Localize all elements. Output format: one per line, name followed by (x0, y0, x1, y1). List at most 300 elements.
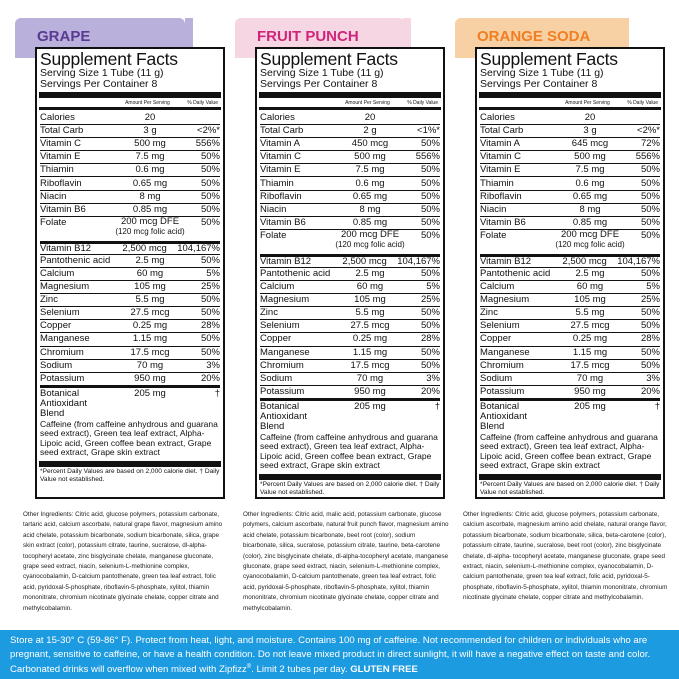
nutrient-row (260, 306, 440, 319)
nutrient-name: Copper (40, 320, 72, 332)
column-header (480, 99, 660, 107)
nutrient-amount: 0.6 mg (135, 164, 165, 176)
nutrient-row (480, 359, 660, 372)
nutrient-amount (112, 217, 188, 237)
nutrient-amount: 5.5 mg (355, 307, 385, 319)
nutrient-name: Vitamin B12 (480, 255, 532, 267)
nutrient-row (40, 306, 220, 319)
nutrient-amount: 105 mg (134, 281, 166, 293)
nutrient-amount: 3 g (143, 125, 157, 137)
nutrient-amount: 27.5 mcg (570, 320, 610, 332)
nutrient-row (480, 203, 660, 216)
nutrient-amount: 645 mcg (571, 138, 609, 150)
nutrient-daily-value: 50% (420, 320, 440, 332)
nutrient-amount: 950 mg (574, 385, 606, 397)
nutrient-name: Sodium (40, 359, 73, 371)
nutrient-row (260, 267, 440, 280)
nutrient-name: Potassium (40, 372, 85, 384)
nutrient-row (480, 216, 660, 229)
nutrient-name: Thiamin (40, 164, 74, 176)
supplement-facts-box (255, 47, 445, 499)
nutrient-daily-value: 50% (200, 190, 220, 202)
nutrient-row (260, 190, 440, 203)
nutrient-daily-value: 50% (200, 216, 220, 228)
nutrient-daily-value: 20% (420, 385, 440, 397)
nutrient-row (480, 280, 660, 293)
nutrient-row (260, 124, 440, 137)
nutrient-name: Vitamin C (260, 151, 302, 163)
nutrient-amount: 20 (364, 111, 376, 123)
flavor-title: GRAPE (37, 28, 91, 45)
blend-daily-value: † (214, 387, 220, 399)
nutrient-name: Thiamin (480, 177, 514, 189)
nutrient-amount: 0.85 mg (132, 203, 168, 215)
nutrient-amount: 2,500 mcg (122, 242, 167, 254)
nutrient-daily-value: 20% (200, 372, 220, 384)
nutrient-amount: 70 mg (356, 372, 384, 384)
nutrient-name: Sodium (480, 372, 513, 384)
nutrient-daily-value: 5% (646, 281, 660, 293)
nutrient-row (40, 137, 220, 150)
nutrient-daily-value: <2%* (637, 125, 660, 137)
nutrient-amount: 0.25 mg (132, 320, 168, 332)
nutrient-name: Total Carb (260, 125, 304, 137)
nutrient-daily-value: 50% (640, 229, 660, 241)
nutrient-row (480, 385, 660, 398)
nutrient-amount: 1.15 mg (352, 346, 388, 358)
nutrient-amount: 450 mcg (351, 138, 389, 150)
nutrient-amount: 0.25 mg (352, 333, 388, 345)
nutrient-row (40, 124, 220, 137)
registered-mark: ® (246, 664, 252, 670)
nutrient-daily-value: 50% (420, 164, 440, 176)
nutrient-daily-value: 50% (200, 254, 220, 266)
nutrient-row (40, 241, 220, 254)
nutrient-amount: 17.5 mcg (350, 359, 390, 371)
nutrient-name: Zinc (40, 294, 58, 306)
blend-description: Caffeine (from caffeine anhydrous and guarana seed extract), Green tea leaf extract, Alpha-Lipoic acid, Green coffee bean extract, Grape seed extract, Grape skin extract (480, 431, 658, 471)
nutrient-name: Potassium (480, 385, 525, 397)
nutrient-name: Chromium (260, 359, 304, 371)
folate-row (260, 229, 440, 254)
nutrient-daily-value: 104,167% (617, 255, 660, 267)
nutrient-daily-value: 50% (420, 307, 440, 319)
nutrient-name: Vitamin B6 (480, 216, 526, 228)
nutrient-amount: 500 mg (574, 151, 606, 163)
nutrient-name: Calories (40, 111, 75, 123)
nutrient-name: Selenium (40, 307, 80, 319)
daily-value-header: % Daily Value (407, 100, 438, 106)
nutrient-row (480, 150, 660, 163)
nutrient-name: Total Carb (480, 125, 524, 137)
nutrient-row (260, 203, 440, 216)
nutrient-daily-value: 50% (640, 216, 660, 228)
folate-amount: 200 mcg DFE (340, 228, 400, 240)
nutrient-daily-value: 50% (640, 267, 660, 279)
facts-title: Supplement Facts (480, 49, 618, 69)
nutrient-daily-value: 556% (635, 151, 660, 163)
nutrient-row (40, 163, 220, 176)
nutrient-amount: 2,500 mcg (342, 255, 387, 267)
nutrient-daily-value: 3% (206, 359, 220, 371)
nutrient-row (40, 254, 220, 267)
nutrient-row (40, 332, 220, 345)
nutrient-daily-value: 50% (420, 138, 440, 150)
nutrient-amount: 7.5 mg (575, 164, 605, 176)
amount-header: Amount Per Serving (565, 100, 610, 106)
nutrient-amount: 105 mg (354, 294, 386, 306)
footnote: *Percent Daily Values are based on 2,000 calorie diet. † Daily Value not established. (40, 467, 220, 483)
blend-amount: 205 mg (354, 400, 386, 412)
nutrient-name: Vitamin C (40, 138, 82, 150)
nutrient-amount: 70 mg (576, 372, 604, 384)
blend-description: Caffeine (from caffeine anhydrous and guarana seed extract), Green tea leaf extract, Alpha-Lipoic acid, Green coffee bean extract, Grape seed extract, Grape skin extract (40, 418, 218, 458)
blend-daily-value: † (654, 400, 660, 412)
nutrient-name: Vitamin B12 (260, 255, 312, 267)
nutrient-amount: 0.6 mg (355, 177, 385, 189)
divider-bar (479, 107, 661, 110)
supplement-facts-box (35, 47, 225, 499)
nutrient-amount: 27.5 mcg (130, 307, 170, 319)
nutrient-amount: 5.5 mg (575, 307, 605, 319)
nutrient-row (260, 254, 440, 267)
nutrient-name: Chromium (40, 346, 84, 358)
storage-notice (0, 630, 679, 679)
nutrient-amount: 0.65 mg (132, 177, 168, 189)
nutrient-name: Vitamin E (260, 164, 301, 176)
nutrient-daily-value: 5% (426, 281, 440, 293)
nutrient-daily-value: 50% (200, 346, 220, 358)
nutrient-name: Niacin (260, 203, 287, 215)
nutrient-amount: 5.5 mg (135, 294, 165, 306)
facts-title: Supplement Facts (40, 49, 178, 69)
nutrient-name: Pantothenic acid (260, 267, 331, 279)
nutrient-name: Chromium (480, 359, 524, 371)
nutrient-amount: 17.5 mcg (130, 346, 170, 358)
servings-per-container: Servings Per Container 8 (40, 78, 158, 90)
nutrient-daily-value: 50% (420, 346, 440, 358)
nutrient-amount: 1.15 mg (132, 333, 168, 345)
nutrient-daily-value: 50% (640, 307, 660, 319)
nutrient-amount: 2.5 mg (135, 254, 165, 266)
nutrient-name: Thiamin (260, 177, 294, 189)
nutrient-row (260, 150, 440, 163)
nutrient-amount: 7.5 mg (135, 151, 165, 163)
nutrient-name: Magnesium (480, 294, 530, 306)
botanical-blend (40, 385, 220, 458)
folate-amount: 200 mcg DFE (560, 228, 620, 240)
nutrient-amount: 0.65 mg (572, 190, 608, 202)
divider-bar (39, 92, 221, 98)
amount-header: Amount Per Serving (345, 100, 390, 106)
nutrient-name: Riboflavin (480, 190, 522, 202)
nutrient-name: Potassium (260, 385, 305, 397)
nutrient-row (260, 372, 440, 385)
nutrient-name: Copper (260, 333, 292, 345)
nutrient-name: Vitamin B6 (260, 216, 306, 228)
nutrient-daily-value: 28% (420, 333, 440, 345)
nutrient-row (260, 280, 440, 293)
nutrient-daily-value: 50% (640, 177, 660, 189)
nutrient-row (40, 359, 220, 372)
nutrient-row (40, 190, 220, 203)
nutrient-name: Pantothenic acid (480, 267, 551, 279)
nutrient-daily-value: <2%* (197, 125, 220, 137)
nutrient-row (40, 176, 220, 189)
nutrient-row (480, 137, 660, 150)
nutrient-row (260, 176, 440, 189)
nutrient-amount: 0.25 mg (572, 333, 608, 345)
nutrient-daily-value: 556% (415, 151, 440, 163)
nutrient-amount: 60 mg (356, 281, 384, 293)
nutrient-amount: 8 mg (579, 203, 601, 215)
nutrient-amount: 20 (144, 111, 156, 123)
nutrient-daily-value: 50% (420, 229, 440, 241)
nutrient-row (260, 137, 440, 150)
nutrient-row (40, 150, 220, 163)
storage-text: Store at 15-30° C (59-86° F). Protect from heat, light, and moisture. Contains 100 mg of caffeine. Not recommended for children or individuals who are pregnant, sensitive to caffeine, or have a health condition. Do not leave mixed product in direct sunlight, it will have a negative effect on taste and color. Carbonated drinks will overflow when mixed with Zipfizz (10, 635, 651, 676)
nutrient-name: Calories (480, 111, 515, 123)
nutrient-daily-value: 50% (420, 190, 440, 202)
nutrient-name: Riboflavin (40, 177, 82, 189)
nutrient-daily-value: 25% (420, 294, 440, 306)
nutrient-row (40, 111, 220, 124)
blend-name: Botanical Antioxidant Blend (260, 400, 308, 432)
botanical-blend (260, 398, 440, 471)
nutrient-row (40, 346, 220, 359)
nutrient-daily-value: 50% (420, 216, 440, 228)
nutrient-row (480, 346, 660, 359)
nutrient-name: Calcium (480, 281, 515, 293)
nutrient-row (480, 293, 660, 306)
nutrient-daily-value: 72% (640, 138, 660, 150)
nutrient-daily-value: 50% (420, 177, 440, 189)
nutrient-daily-value: 50% (200, 164, 220, 176)
nutrient-name: Total Carb (40, 125, 84, 137)
nutrient-daily-value: 50% (640, 359, 660, 371)
divider-bar (259, 92, 441, 98)
nutrient-daily-value: 5% (206, 267, 220, 279)
nutrient-daily-value: 50% (200, 333, 220, 345)
column-header (260, 99, 440, 107)
blend-amount: 205 mg (134, 387, 166, 399)
nutrient-row (40, 280, 220, 293)
nutrient-amount: 8 mg (139, 190, 161, 202)
nutrient-amount: 1.15 mg (572, 346, 608, 358)
nutrient-amount: 70 mg (136, 359, 164, 371)
nutrient-name: Vitamin B12 (40, 242, 92, 254)
blend-description: Caffeine (from caffeine anhydrous and guarana seed extract), Green tea leaf extract, Alpha-Lipoic acid, Green coffee bean extract, Grape seed extract, Grape skin extract (260, 431, 438, 471)
nutrient-name: Vitamin A (260, 138, 300, 150)
gluten-free-label: GLUTEN FREE (350, 664, 418, 676)
nutrient-amount: 0.6 mg (575, 177, 605, 189)
nutrient-row (260, 359, 440, 372)
nutrient-name: Manganese (480, 346, 530, 358)
nutrient-amount: 7.5 mg (355, 164, 385, 176)
nutrient-daily-value: 50% (640, 190, 660, 202)
nutrient-name: Copper (480, 333, 512, 345)
servings-per-container: Servings Per Container 8 (480, 78, 598, 90)
nutrient-name: Sodium (260, 372, 293, 384)
nutrient-daily-value: 50% (200, 307, 220, 319)
divider-bar (479, 474, 661, 480)
nutrient-row (260, 111, 440, 124)
blend-daily-value: † (434, 400, 440, 412)
nutrient-daily-value: 3% (426, 372, 440, 384)
nutrient-amount: 8 mg (359, 203, 381, 215)
nutrient-daily-value: 20% (640, 385, 660, 397)
nutrient-daily-value: 50% (200, 294, 220, 306)
other-ingredients: Other Ingredients: Citric acid, glucose polymers, potassium carbonate, tartaric acid, calcium ascorbate, natural grape flavor, magnesium amino acid chelate, potassium bicarbonate, sodium bicarbonate, silica, grape skin extract (color), potassium citrate, taurine, sucralose, dl-alpha-tocopheryl acetate, zinc bisglycinate chelate, manganese gluconate, grape seed extract, niacin, selenium-L-methionine complex, cyanocobalamin, D-calcium pantothenate, green tea leaf extract, folic acid, pyridoxal-5-phosphate, riboflavin-5-phosphate, xylitol, thiamin mononitrate, chromium nicotinate glycinate chelate, copper citrate and methylcobalamin. (23, 511, 223, 612)
nutrient-row (260, 216, 440, 229)
nutrient-amount: 20 (584, 111, 596, 123)
nutrient-row (260, 385, 440, 398)
nutrient-amount: 2.5 mg (575, 267, 605, 279)
nutrient-name: Niacin (40, 190, 67, 202)
divider-bar (39, 107, 221, 110)
nutrient-row (260, 346, 440, 359)
nutrient-amount: 17.5 mcg (570, 359, 610, 371)
nutrient-daily-value: 50% (640, 203, 660, 215)
nutrient-amount: 60 mg (136, 267, 164, 279)
storage-tail: . Limit 2 tubes per day. (251, 664, 348, 676)
nutrient-row (480, 176, 660, 189)
nutrient-daily-value: 50% (420, 267, 440, 279)
footnote: *Percent Daily Values are based on 2,000 calorie diet. † Daily Value not established. (260, 480, 440, 496)
nutrient-daily-value: 28% (640, 333, 660, 345)
nutrient-row (40, 267, 220, 280)
nutrient-daily-value: 50% (420, 203, 440, 215)
nutrient-amount: 500 mg (134, 138, 166, 150)
nutrient-amount: 0.85 mg (572, 216, 608, 228)
nutrient-daily-value: 50% (200, 177, 220, 189)
nutrient-row (480, 306, 660, 319)
nutrient-row (40, 293, 220, 306)
nutrient-amount: 0.85 mg (352, 216, 388, 228)
nutrient-amount (552, 230, 628, 250)
folate-note: (120 mcg folic acid) (115, 226, 185, 236)
nutrient-amount: 500 mg (354, 151, 386, 163)
nutrient-name: Folate (260, 229, 287, 241)
nutrient-daily-value: 25% (200, 281, 220, 293)
nutrient-daily-value: 50% (200, 151, 220, 163)
nutrient-amount: 2.5 mg (355, 267, 385, 279)
nutrient-name: Vitamin B6 (40, 203, 86, 215)
nutrient-name: Vitamin C (480, 151, 522, 163)
nutrient-name: Niacin (480, 203, 507, 215)
nutrient-amount: 3 g (583, 125, 597, 137)
folate-row (480, 229, 660, 254)
nutrient-amount: 2,500 mcg (562, 255, 607, 267)
nutrient-name: Folate (480, 229, 507, 241)
nutrient-row (480, 254, 660, 267)
nutrient-row (260, 332, 440, 345)
nutrient-name: Riboflavin (260, 190, 302, 202)
nutrient-name: Manganese (40, 333, 90, 345)
nutrient-row (480, 332, 660, 345)
nutrient-amount: 105 mg (574, 294, 606, 306)
nutrient-daily-value: 50% (640, 320, 660, 332)
nutrient-row (480, 372, 660, 385)
nutrient-daily-value: 104,167% (397, 255, 440, 267)
serving-size: Serving Size 1 Tube (11 g) (260, 67, 384, 79)
nutrient-name: Calories (260, 111, 295, 123)
serving-size: Serving Size 1 Tube (11 g) (480, 67, 604, 79)
nutrient-name: Magnesium (40, 281, 90, 293)
nutrient-daily-value: 50% (420, 359, 440, 371)
daily-value-header: % Daily Value (187, 100, 218, 106)
nutrient-row (480, 190, 660, 203)
nutrient-row (480, 124, 660, 137)
nutrient-name: Zinc (260, 307, 278, 319)
nutrient-amount: 27.5 mcg (350, 320, 390, 332)
serving-size: Serving Size 1 Tube (11 g) (40, 67, 164, 79)
divider-bar (479, 92, 661, 98)
nutrient-daily-value: 50% (640, 346, 660, 358)
nutrient-row (40, 372, 220, 385)
column-header (40, 99, 220, 107)
nutrient-name: Calcium (260, 281, 295, 293)
nutrient-amount: 950 mg (134, 372, 166, 384)
blend-name: Botanical Antioxidant Blend (480, 400, 528, 432)
nutrient-row (480, 267, 660, 280)
nutrient-row (480, 163, 660, 176)
nutrient-name: Magnesium (260, 294, 310, 306)
facts-title: Supplement Facts (260, 49, 398, 69)
nutrient-daily-value: 28% (200, 320, 220, 332)
nutrient-row (40, 319, 220, 332)
blend-name: Botanical Antioxidant Blend (40, 387, 88, 419)
botanical-blend (480, 398, 660, 471)
other-ingredients: Other Ingredients: Citric acid, glucose polymers, potassium carbonate, calcium ascorbate, magnesium amino acid chelate, natural orange flavor, potassium bicarbonate, sodium bicarbonate, silica, beta-carotene (color), potassium citrate, taurine, sucralose, beet root (color), zinc bisglycinate chelate, dl-alpha- tocopheryl acetate, manganese gluconate, grape seed extract, niacin, selenium-L-methionine complex, cyanocobalamin, D-calcium pantothenate, green tea leaf extract, folic acid, pyridoxal-5-phosphate, riboflavin-5-phosphate, xylitol, thiamin mononitrate, chromium nicotinate glycinate chelate, copper citrate and methylcobalamin. (463, 511, 668, 602)
daily-value-header: % Daily Value (627, 100, 658, 106)
divider-bar (39, 461, 221, 467)
nutrient-amount: 0.65 mg (352, 190, 388, 202)
nutrient-daily-value: 25% (640, 294, 660, 306)
nutrient-amount (332, 230, 408, 250)
nutrient-daily-value: <1%* (417, 125, 440, 137)
nutrient-amount: 2 g (363, 125, 377, 137)
folate-note: (120 mcg folic acid) (555, 239, 625, 249)
nutrient-name: Selenium (260, 320, 300, 332)
amount-header: Amount Per Serving (125, 100, 170, 106)
nutrient-name: Pantothenic acid (40, 254, 111, 266)
divider-bar (259, 474, 441, 480)
nutrient-name: Selenium (480, 320, 520, 332)
nutrient-row (260, 293, 440, 306)
divider-bar (259, 107, 441, 110)
flavor-title: ORANGE SODA (477, 28, 591, 45)
nutrient-daily-value: 556% (195, 138, 220, 150)
nutrient-daily-value: 3% (646, 372, 660, 384)
nutrient-row (40, 203, 220, 216)
folate-row (40, 216, 220, 241)
nutrient-amount: 950 mg (354, 385, 386, 397)
nutrient-name: Folate (40, 216, 67, 228)
folate-amount: 200 mcg DFE (120, 215, 180, 227)
folate-note: (120 mcg folic acid) (335, 239, 405, 249)
other-ingredients: Other Ingredients: Citric acid, malic acid, potassium carbonate, glucose polymers, calcium ascorbate, natural fruit punch flavor, magnesium amino acid chelate, potassium bicarbonate, beet root (color), sodium bicarbonate, silica, sucralose, potassium citrate, taurine, beta-carotene (color), zinc bisglycinate chelate, dl-alpha-tocopheryl acetate, manganese gluconate, grape seed extract, niacin, selenium-L-methionine complex, cyanocobalamin, D-calcium pantothenate, green tea leaf extract, folic acid, pyridoxal-5-phosphate, riboflavin-5-phosphate, xylitol, thiamin mononitrate, chromium nicotinate glycinate chelate, copper citrate and methylcobalamin. (243, 511, 449, 612)
servings-per-container: Servings Per Container 8 (260, 78, 378, 90)
nutrient-daily-value: 50% (200, 203, 220, 215)
nutrient-name: Vitamin E (40, 151, 81, 163)
nutrient-name: Vitamin A (480, 138, 520, 150)
footnote: *Percent Daily Values are based on 2,000 calorie diet. † Daily Value not established. (480, 480, 660, 496)
blend-amount: 205 mg (574, 400, 606, 412)
nutrient-name: Manganese (260, 346, 310, 358)
nutrient-daily-value: 50% (640, 164, 660, 176)
nutrient-name: Vitamin E (480, 164, 521, 176)
